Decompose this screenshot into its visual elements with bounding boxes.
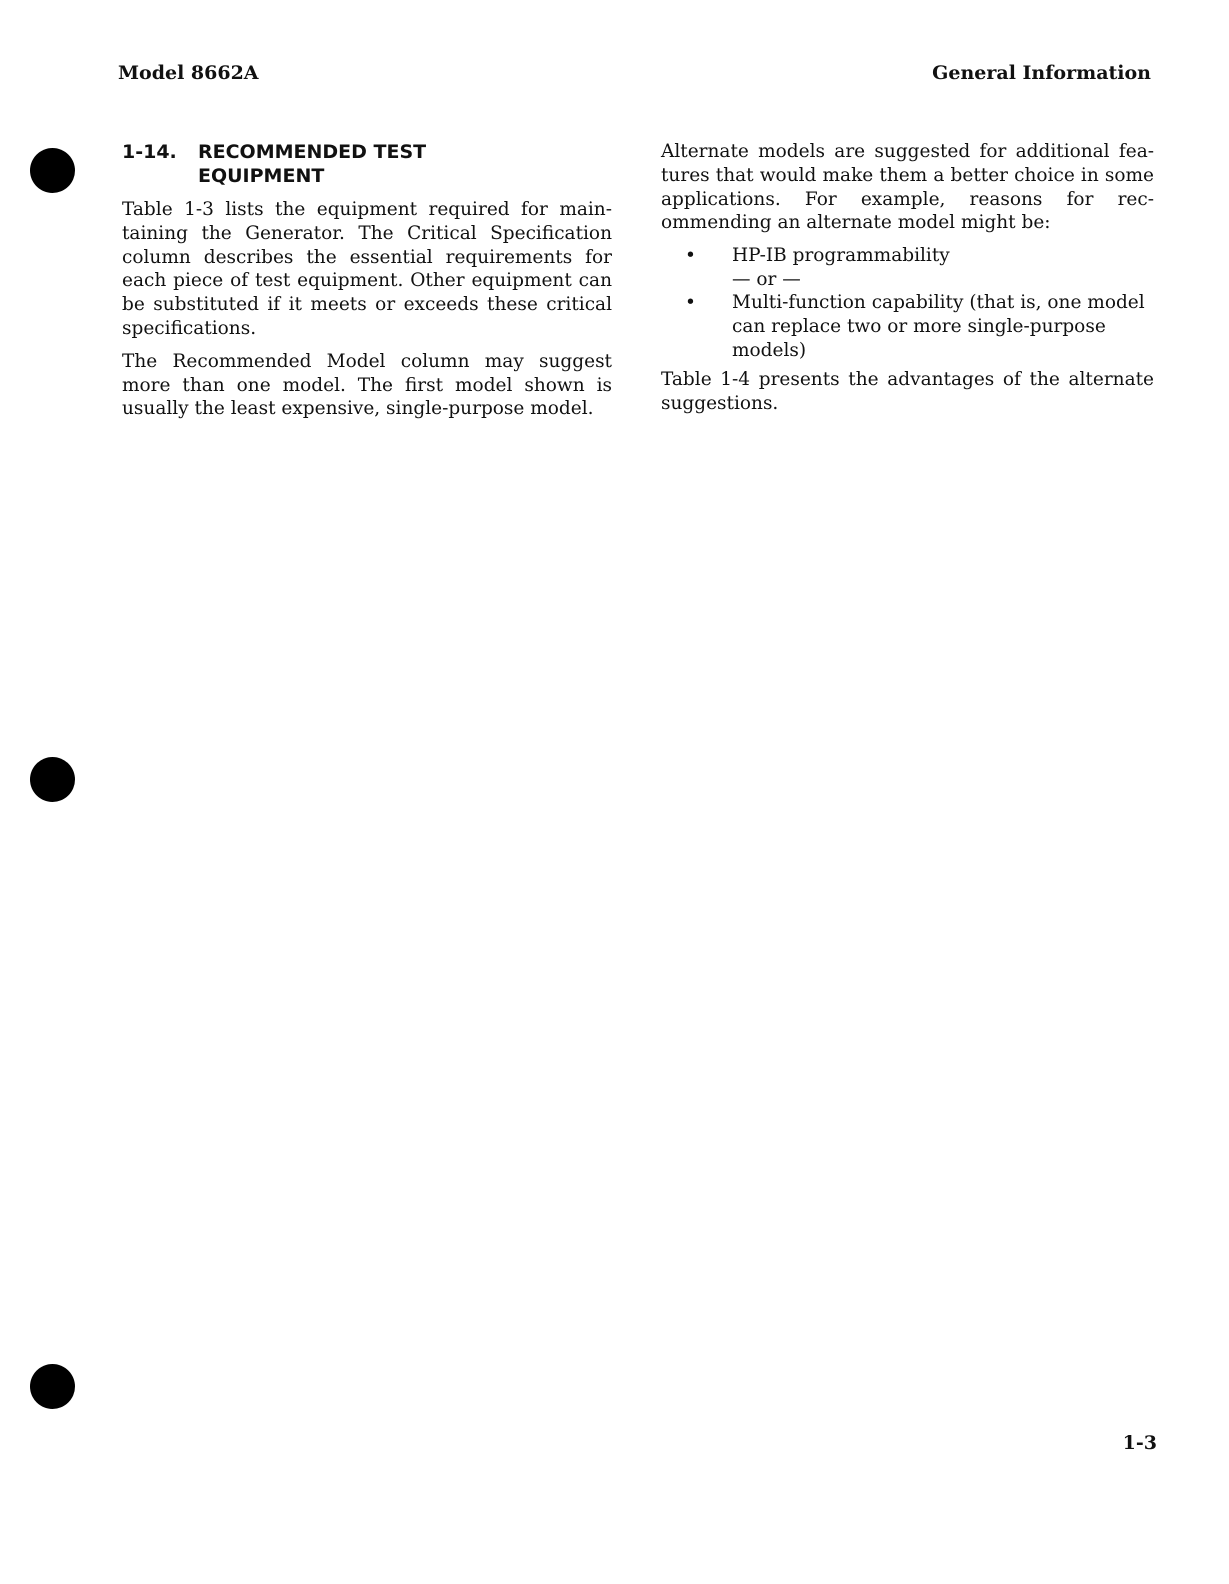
list-item-text: HP-IB programmability xyxy=(732,245,950,267)
paragraph-recommended-model: The Recommended Model column may suggest more than one model. The first model shown is usually the least expensive, single-purpose model. xyxy=(122,350,612,420)
or-separator: — or — xyxy=(732,268,801,290)
list-item xyxy=(661,244,1154,268)
binder-hole xyxy=(30,148,75,193)
section-number: 1-14. xyxy=(122,141,177,163)
reasons-list xyxy=(661,244,1154,362)
binder-hole xyxy=(30,1364,75,1409)
section-title xyxy=(198,140,612,188)
section-heading xyxy=(122,140,612,188)
left-column xyxy=(122,140,612,430)
paragraph-alternate-models: Alternate models are suggested for additional features that would make them a better choice in some applications. For example, reasons for recommending an alternate model might be: xyxy=(661,141,1154,234)
header-section-title: General Information xyxy=(932,62,1151,84)
binder-hole xyxy=(30,757,75,802)
header-model: Model 8662A xyxy=(118,62,259,84)
section-title-line2: EQUIPMENT xyxy=(198,165,325,187)
bullet-icon: • xyxy=(685,245,696,267)
bullet-icon: • xyxy=(685,291,696,313)
right-column xyxy=(661,140,1154,425)
list-item-text: Multi-function capability (that is, one model can replace two or more single-purpose models) xyxy=(732,291,1145,361)
paragraph-table-1-3: Table 1-3 lists the equipment required for maintaining the Generator. The Critical Specification column describes the essential requirements for each piece of test equipment. Other equipment can be substituted if it meets or exceeds these critical specifications. xyxy=(122,199,612,339)
section-title-line1: RECOMMENDED TEST xyxy=(198,141,427,163)
page-number: 1-3 xyxy=(1122,1432,1157,1454)
paragraph-table-1-4: Table 1-4 presents the advantages of the alternate suggestions. xyxy=(661,369,1154,415)
list-item xyxy=(661,291,1154,362)
